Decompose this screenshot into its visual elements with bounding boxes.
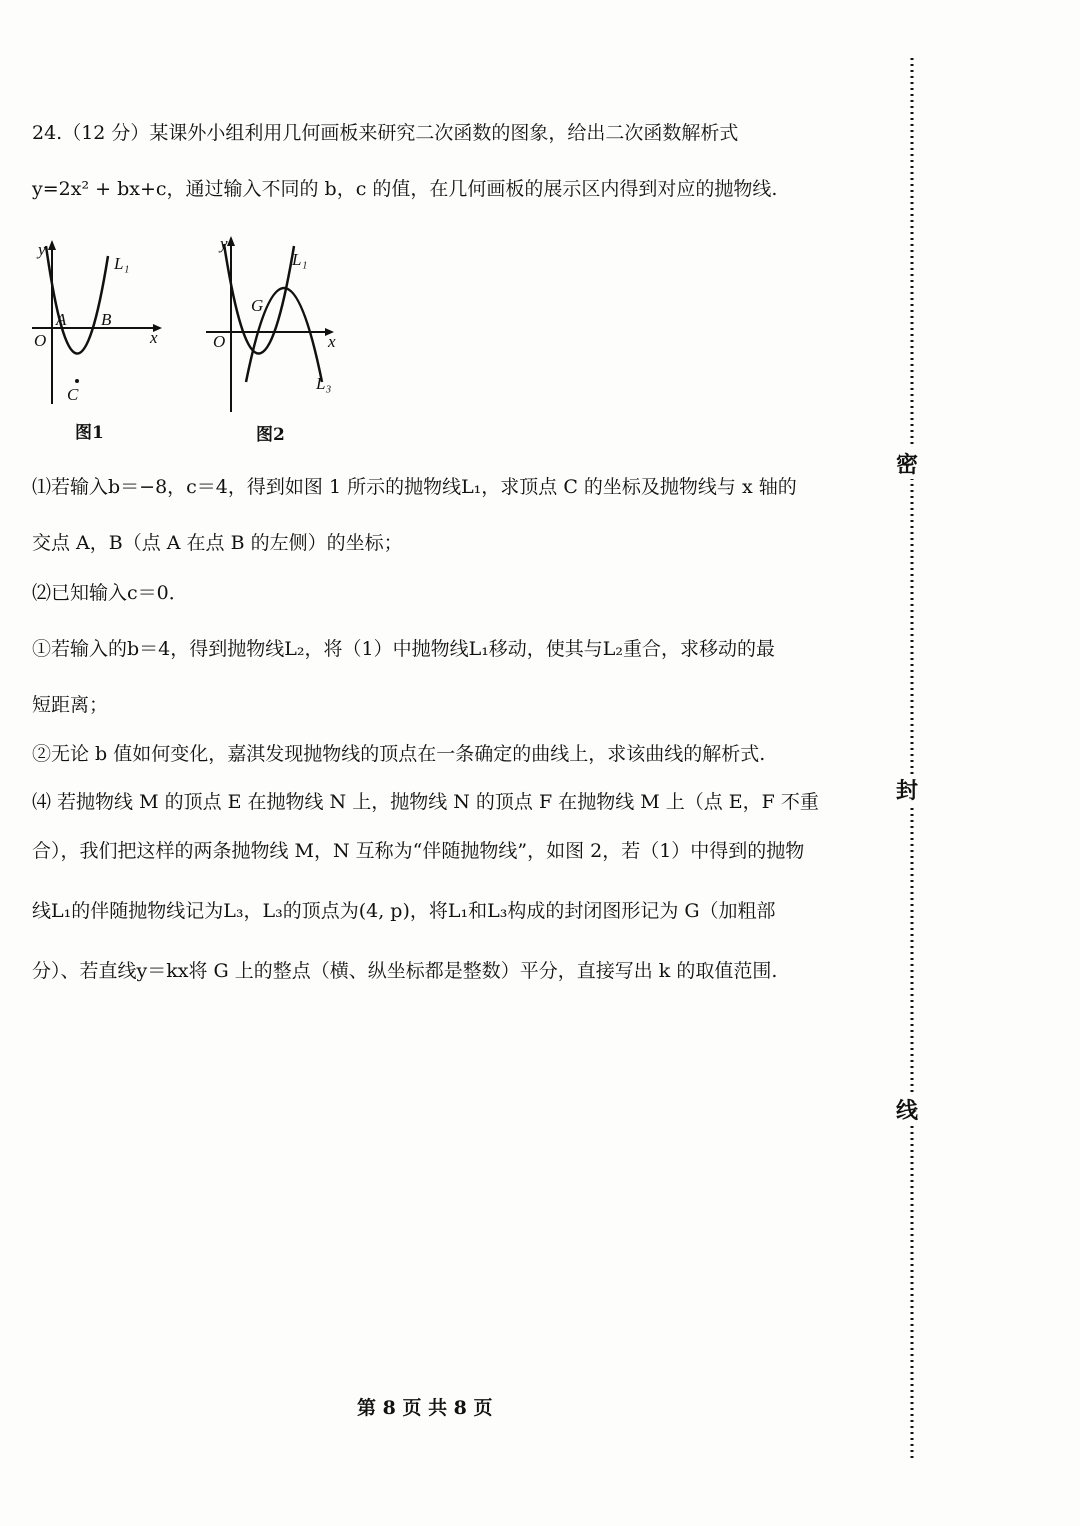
fig1-label-y: y: [38, 240, 46, 259]
fig1-label-c: C: [67, 385, 79, 404]
fig2-y-arrow: [227, 236, 235, 246]
fig2-label-l3: L₃: [316, 374, 332, 393]
fig2-caption: 图2: [256, 425, 285, 445]
part4-line3: 线L₁的伴随抛物线记为L₃，L₃的顶点为(4, p)，将L₁和L₃构成的封闭图形记为 G（加粗部: [32, 900, 776, 922]
fig2-label-o: O: [213, 332, 226, 351]
fig1-label-o: O: [34, 331, 47, 350]
part4-line4: 分）、若直线y＝kx将 G 上的整点（横、纵坐标都是整数）平分，直接写出 k 的取值范围.: [32, 960, 778, 982]
fig2-label-y: y: [220, 234, 228, 253]
part4-line1: ⑷ 若抛物线 M 的顶点 E 在抛物线 N 上，抛物线 N 的顶点 F 在抛物线 M 上（点 E，F 不重: [32, 791, 819, 813]
fig1-caption: 图1: [75, 423, 104, 443]
part4-line2: 合），我们把这样的两条抛物线 M，N 互称为“伴随抛物线”，如图 2，若（1）中得到的抛物: [32, 840, 805, 862]
page-footer: 第 8 页 共 8 页: [357, 1397, 493, 1419]
problem-formula-line: y=2x² + bx+c，通过输入不同的 b，c 的值，在几何画板的展示区内得到对应的抛物线.: [32, 178, 778, 200]
fig2-label-l1: L₁: [292, 250, 308, 269]
fig2-label-g: G: [251, 296, 264, 315]
binding-dotted-line: [908, 58, 916, 1458]
fig1-label-b: B: [101, 310, 112, 329]
part2-sub2: ②无论 b 值如何变化，嘉淇发现抛物线的顶点在一条确定的曲线上，求该曲线的解析式.: [32, 743, 766, 765]
problem-title: 24.（12 分）某课外小组利用几何画板来研究二次函数的图象，给出二次函数解析式: [32, 122, 739, 144]
binding-char-xian: 线: [896, 1094, 918, 1125]
fig1-label-x: x: [150, 328, 158, 347]
part1-line1: ⑴若输入b＝−8，c＝4，得到如图 1 所示的抛物线L₁，求顶点 C 的坐标及抛物线与 x 轴的: [32, 476, 797, 498]
fig2-label-x: x: [328, 332, 336, 351]
part2-sub1-line2: 短距离；: [32, 694, 109, 716]
part2-intro: ⑵已知输入c＝0．: [32, 582, 188, 604]
fig1-label-l1: L₁: [114, 254, 130, 273]
fig1-point-c: [75, 379, 79, 383]
binding-char-mi: 密: [896, 448, 918, 479]
binding-char-feng: 封: [896, 774, 918, 805]
part1-line2: 交点 A，B（点 A 在点 B 的左侧）的坐标；: [32, 532, 403, 554]
fig1-y-arrow: [48, 240, 56, 250]
fig1-parabola-l1: [46, 246, 108, 354]
fig1-label-a: A: [56, 310, 67, 329]
part2-sub1-line1: ①若输入的b＝4，得到抛物线L₂，将（1）中抛物线L₁移动，使其与L₂重合，求移动的最: [32, 638, 776, 660]
